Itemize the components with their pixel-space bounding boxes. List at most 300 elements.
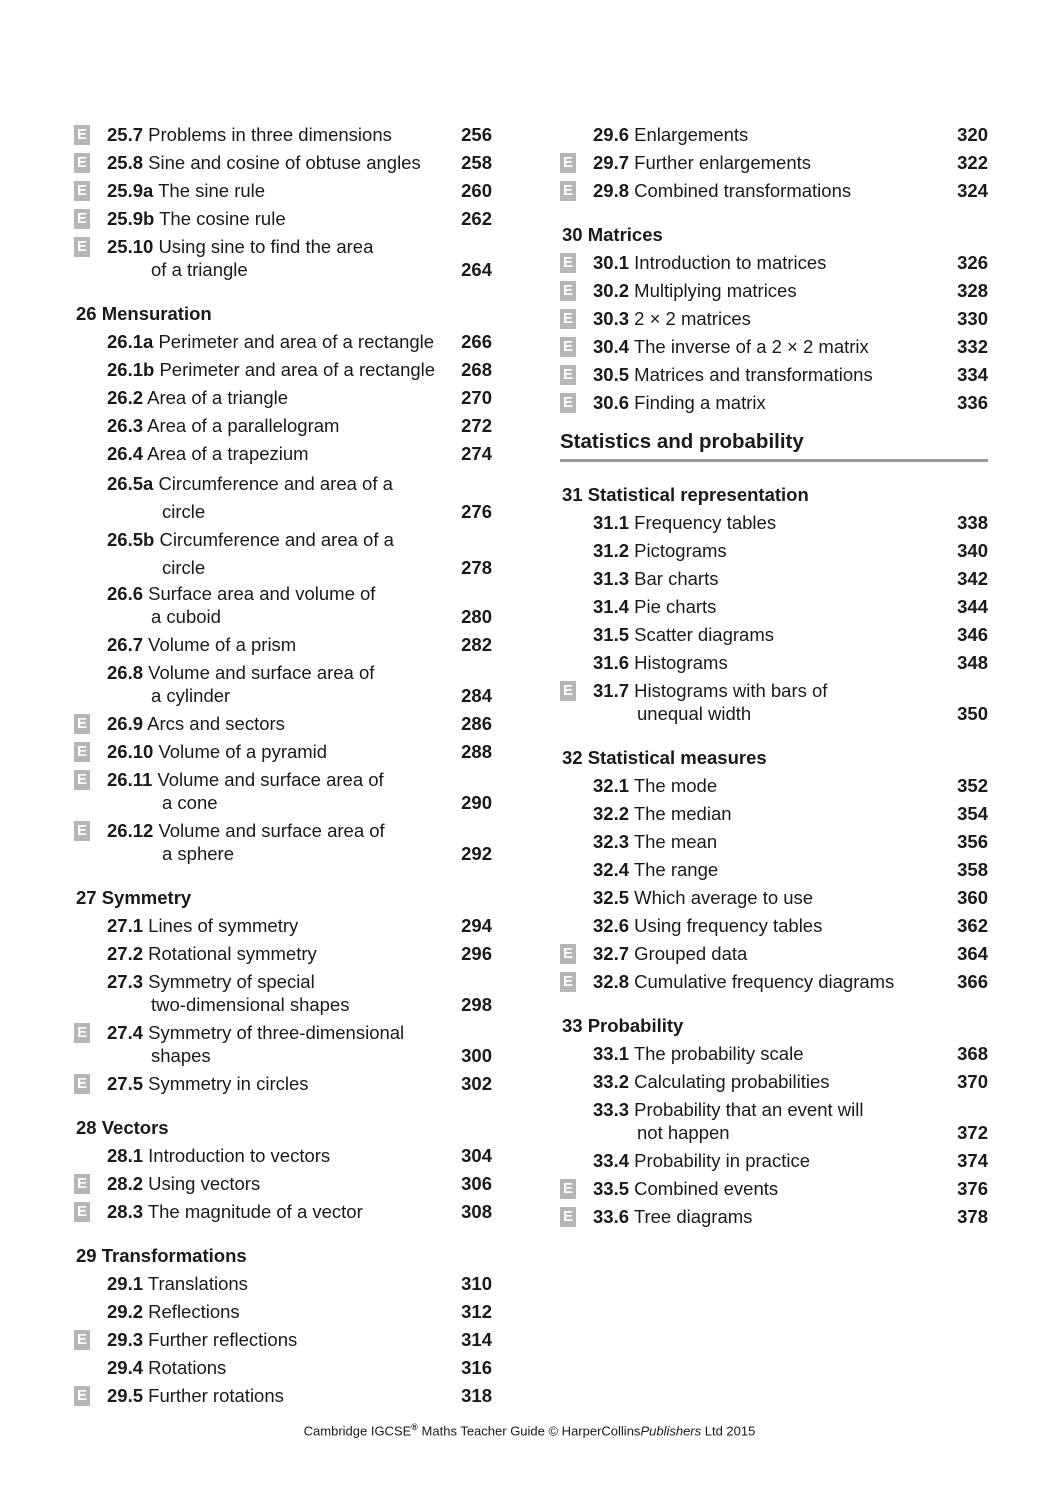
entry-number: 26.1b [107, 359, 155, 380]
entry-title: Scatter diagrams [634, 624, 774, 645]
entry-number: 32.3 [593, 831, 630, 852]
toc-entry [560, 623, 988, 646]
entry-page-number: 316 [461, 1357, 492, 1378]
toc-entry [74, 386, 492, 409]
entry-page-number: 304 [461, 1145, 492, 1166]
entry-number: 33.5 [593, 1178, 630, 1199]
entry-number: 32.4 [593, 859, 630, 880]
entry-number: 31.6 [593, 652, 630, 673]
toc-entry [74, 633, 492, 656]
toc-entry [74, 1200, 492, 1223]
entry-number: 30.3 [593, 308, 630, 329]
toc-entry [74, 470, 492, 526]
entry-number: 33.2 [593, 1071, 630, 1092]
toc-entry [560, 858, 988, 881]
extension-badge-icon: E [560, 309, 576, 329]
chapter-heading: 33 Probability [562, 1015, 684, 1036]
entry-page-number: 360 [957, 887, 988, 908]
entry-page-number: 356 [957, 831, 988, 852]
extension-badge-icon: E [560, 944, 576, 964]
entry-title: Symmetry in circles [148, 1073, 309, 1094]
entry-number: 28.1 [107, 1145, 144, 1166]
entry-title-continued: shapes [151, 1045, 211, 1066]
entry-number: 28.3 [107, 1201, 144, 1222]
entry-page-number: 362 [957, 915, 988, 936]
entry-page-number: 284 [461, 685, 492, 706]
entry-number: 26.6 [107, 583, 144, 604]
entry-number: 30.4 [593, 336, 630, 357]
entry-page-number: 268 [461, 359, 492, 380]
chapter-heading: 31 Statistical representation [562, 484, 809, 505]
entry-title: Area of a triangle [147, 387, 289, 408]
entry-title-continued: a cylinder [151, 685, 231, 706]
toc-entry [560, 886, 988, 909]
footer-text-middle: Maths Teacher Guide © HarperCollins [417, 1423, 641, 1439]
toc-entry [560, 1177, 988, 1200]
entry-number: 26.5b [107, 529, 155, 550]
entry-number: 29.5 [107, 1385, 144, 1406]
entry-title-continued: a cuboid [151, 606, 221, 627]
toc-entry [74, 151, 492, 174]
toc-entry [560, 802, 988, 825]
entry-page-number: 272 [461, 415, 492, 436]
extension-badge-icon: E [74, 1174, 90, 1194]
entry-number: 26.2 [107, 387, 144, 408]
entry-title: Further enlargements [634, 152, 812, 173]
entry-number: 26.5a [107, 473, 154, 494]
entry-page-number: 376 [957, 1178, 988, 1199]
entry-page-number: 364 [957, 943, 988, 964]
entry-page-number: 322 [957, 152, 988, 173]
entry-title: Probability that an event will [634, 1099, 864, 1120]
entry-number: 30.5 [593, 364, 630, 385]
extension-badge-icon: E [74, 770, 90, 790]
toc-entry [74, 1356, 492, 1379]
entry-page-number: 354 [957, 803, 988, 824]
extension-badge-icon: E [560, 253, 576, 273]
entry-title: Further rotations [148, 1385, 284, 1406]
entry-page-number: 264 [461, 259, 492, 280]
toc-entry [74, 914, 492, 937]
entry-number: 30.1 [593, 252, 630, 273]
entry-page-number: 358 [957, 859, 988, 880]
entry-number: 26.3 [107, 415, 144, 436]
entry-title: Area of a trapezium [147, 443, 309, 464]
entry-page-number: 262 [461, 208, 492, 229]
footer-text-italic: Publishers [640, 1423, 702, 1439]
toc-entry [74, 768, 492, 814]
chapter-heading: 32 Statistical measures [562, 747, 767, 768]
entry-page-number: 334 [957, 364, 988, 385]
entry-title: The probability scale [633, 1043, 804, 1064]
toc-entry [560, 970, 988, 993]
entry-number: 33.4 [593, 1150, 630, 1171]
entry-title: Volume and surface area of [148, 662, 375, 683]
toc-entry [74, 123, 492, 146]
toc-entry [560, 539, 988, 562]
entry-page-number: 300 [461, 1045, 492, 1066]
toc-entry [74, 330, 492, 353]
toc-entry [74, 712, 492, 735]
entry-title: The magnitude of a vector [147, 1201, 363, 1222]
entry-number: 28.2 [107, 1173, 144, 1194]
toc-entry [560, 774, 988, 797]
entry-title: Frequency tables [634, 512, 777, 533]
entry-title: Volume and surface area of [158, 820, 385, 841]
extension-badge-icon: E [74, 714, 90, 734]
entry-page-number: 278 [461, 557, 492, 578]
footer-text-suffix: Ltd 2015 [701, 1423, 756, 1439]
entry-page-number: 350 [957, 703, 988, 724]
toc-entry [74, 526, 492, 582]
entry-page-number: 338 [957, 512, 988, 533]
entry-number: 32.8 [593, 971, 630, 992]
entry-title: Perimeter and area of a rectangle [158, 331, 435, 352]
chapter-heading: 28 Vectors [76, 1117, 169, 1138]
entry-page-number: 342 [957, 568, 988, 589]
entry-page-number: 292 [461, 843, 492, 864]
entry-number: 25.10 [107, 236, 154, 257]
entry-number: 27.2 [107, 943, 144, 964]
entry-title: Cumulative frequency diagrams [634, 971, 895, 992]
entry-title: Problems in three dimensions [148, 124, 392, 145]
extension-badge-icon: E [560, 681, 576, 701]
entry-page-number: 366 [957, 971, 988, 992]
toc-entry [74, 442, 492, 465]
entry-number: 25.7 [107, 124, 144, 145]
entry-title: Rotational symmetry [148, 943, 317, 964]
entry-page-number: 258 [461, 152, 492, 173]
toc-entry [74, 1300, 492, 1323]
entry-title: Symmetry of special [148, 971, 315, 992]
entry-title: 2 × 2 matrices [634, 308, 751, 329]
entry-number: 26.4 [107, 443, 144, 464]
entry-title: Volume of a pyramid [158, 741, 328, 762]
toc-entry [560, 1098, 988, 1144]
entry-title: Probability in practice [634, 1150, 810, 1171]
extension-badge-icon: E [560, 281, 576, 301]
entry-title: Finding a matrix [634, 392, 766, 413]
entry-title: Combined events [634, 1178, 779, 1199]
entry-number: 26.10 [107, 741, 154, 762]
entry-page-number: 286 [461, 713, 492, 734]
entry-number: 30.2 [593, 280, 630, 301]
entry-number: 26.1a [107, 331, 154, 352]
entry-number: 27.4 [107, 1022, 144, 1043]
toc-entry [74, 942, 492, 965]
entry-number: 25.8 [107, 152, 144, 173]
entry-title-continued: circle [162, 557, 206, 578]
entry-title: Circumference and area of a [159, 529, 394, 550]
entry-page-number: 340 [957, 540, 988, 561]
entry-title: The inverse of a 2 × 2 matrix [633, 336, 869, 357]
extension-badge-icon: E [74, 1023, 90, 1043]
entry-page-number: 296 [461, 943, 492, 964]
extension-badge-icon: E [74, 821, 90, 841]
entry-number: 25.9a [107, 180, 154, 201]
toc-entry [560, 179, 988, 202]
extension-badge-icon: E [74, 237, 90, 257]
toc-entry [74, 414, 492, 437]
toc-entry [560, 595, 988, 618]
toc-entry [74, 970, 492, 1016]
entry-title: Perimeter and area of a rectangle [159, 359, 436, 380]
entry-page-number: 352 [957, 775, 988, 796]
entry-number: 26.11 [107, 769, 153, 790]
toc-entry [74, 1328, 492, 1351]
chapter-heading: 29 Transformations [76, 1245, 247, 1266]
toc-entry [560, 942, 988, 965]
toc-entry [74, 582, 492, 628]
entry-number: 32.2 [593, 803, 630, 824]
entry-title: Matrices and transformations [634, 364, 873, 385]
entry-page-number: 310 [461, 1273, 492, 1294]
entry-page-number: 302 [461, 1073, 492, 1094]
entry-page-number: 344 [957, 596, 988, 617]
extension-badge-icon: E [74, 742, 90, 762]
extension-badge-icon: E [74, 1202, 90, 1222]
entry-number: 27.1 [107, 915, 144, 936]
toc-entry [560, 363, 988, 386]
entry-title: The median [633, 803, 732, 824]
entry-title: Grouped data [634, 943, 748, 964]
entry-number: 33.1 [593, 1043, 630, 1064]
extension-badge-icon: E [560, 1179, 576, 1199]
entry-title: Area of a parallelogram [147, 415, 340, 436]
entry-title: Rotations [148, 1357, 227, 1378]
toc-entry [560, 1070, 988, 1093]
entry-title: The range [633, 859, 719, 880]
entry-page-number: 332 [957, 336, 988, 357]
toc-entry [560, 151, 988, 174]
entry-page-number: 328 [957, 280, 988, 301]
entry-title: The cosine rule [159, 208, 286, 229]
extension-badge-icon: E [560, 393, 576, 413]
entry-page-number: 270 [461, 387, 492, 408]
entry-number: 29.1 [107, 1273, 144, 1294]
entry-page-number: 336 [957, 392, 988, 413]
entry-number: 29.2 [107, 1301, 144, 1322]
extension-badge-icon: E [74, 1074, 90, 1094]
entry-number: 26.7 [107, 634, 144, 655]
entry-title: Sine and cosine of obtuse angles [148, 152, 421, 173]
entry-page-number: 298 [461, 994, 492, 1015]
toc-entry [74, 1144, 492, 1167]
entry-title-continued: not happen [637, 1122, 730, 1143]
entry-title: The mean [633, 831, 718, 852]
entry-number: 25.9b [107, 208, 155, 229]
toc-entry [74, 207, 492, 230]
entry-title: Histograms with bars of [634, 680, 828, 701]
extension-badge-icon: E [74, 153, 90, 173]
entry-page-number: 312 [461, 1301, 492, 1322]
entry-page-number: 368 [957, 1043, 988, 1064]
entry-page-number: 326 [957, 252, 988, 273]
entry-title: Introduction to matrices [634, 252, 827, 273]
entry-title: The sine rule [158, 180, 266, 201]
toc-right-column [560, 123, 988, 1233]
extension-badge-icon: E [74, 125, 90, 145]
entry-page-number: 280 [461, 606, 492, 627]
entry-page-number: 290 [461, 792, 492, 813]
entry-page-number: 374 [957, 1150, 988, 1171]
entry-page-number: 256 [461, 124, 492, 145]
footer-text-prefix: Cambridge IGCSE [303, 1423, 412, 1439]
entry-title: Lines of symmetry [148, 915, 299, 936]
entry-number: 32.6 [593, 915, 630, 936]
entry-page-number: 306 [461, 1173, 492, 1194]
entry-page-number: 308 [461, 1201, 492, 1222]
entry-title-continued: a sphere [162, 843, 234, 864]
entry-number: 29.4 [107, 1357, 144, 1378]
entry-number: 31.3 [593, 568, 630, 589]
toc-entry [560, 511, 988, 534]
entry-title: Arcs and sectors [147, 713, 285, 734]
toc-entry [74, 1172, 492, 1195]
chapter-heading: 30 Matrices [562, 224, 663, 245]
entry-number: 31.4 [593, 596, 630, 617]
entry-title: Volume and surface area of [157, 769, 384, 790]
entry-number: 26.12 [107, 820, 154, 841]
entry-title: Combined transformations [634, 180, 852, 201]
entry-title: Multiplying matrices [634, 280, 797, 301]
entry-page-number: 378 [957, 1206, 988, 1227]
toc-entry [74, 179, 492, 202]
toc-left-column [74, 123, 492, 1412]
entry-number: 27.3 [107, 971, 144, 992]
entry-page-number: 274 [461, 443, 492, 464]
entry-title: Calculating probabilities [634, 1071, 830, 1092]
chapter-heading: 27 Symmetry [76, 887, 192, 908]
extension-badge-icon: E [74, 1386, 90, 1406]
entry-number: 30.6 [593, 392, 630, 413]
entry-page-number: 324 [957, 180, 988, 201]
toc-entry [74, 1272, 492, 1295]
entry-number: 32.1 [593, 775, 630, 796]
toc-entry [560, 914, 988, 937]
entry-number: 29.6 [593, 124, 630, 145]
extension-badge-icon: E [74, 181, 90, 201]
entry-title: Pie charts [634, 596, 717, 617]
entry-title: Symmetry of three-dimensional [148, 1022, 405, 1043]
entry-number: 26.9 [107, 713, 144, 734]
entry-title: Further reflections [148, 1329, 298, 1350]
entry-title: Tree diagrams [633, 1206, 753, 1227]
entry-title: Surface area and volume of [148, 583, 376, 604]
toc-entry [560, 1042, 988, 1065]
entry-title-continued: a cone [162, 792, 218, 813]
entry-title-continued: of a triangle [151, 259, 248, 280]
toc-entry [74, 358, 492, 381]
entry-title: The mode [633, 775, 718, 796]
entry-title: Pictograms [634, 540, 727, 561]
toc-entry [560, 830, 988, 853]
toc-entry [560, 123, 988, 146]
toc-entry [74, 1021, 492, 1067]
entry-page-number: 330 [957, 308, 988, 329]
toc-entry [560, 335, 988, 358]
entry-title: Histograms [634, 652, 728, 673]
chapter-heading: 26 Mensuration [76, 303, 212, 324]
toc-entry [560, 679, 988, 725]
entry-title: Bar charts [634, 568, 719, 589]
toc-entry [560, 567, 988, 590]
entry-page-number: 294 [461, 915, 492, 936]
entry-page-number: 276 [461, 501, 492, 522]
entry-page-number: 318 [461, 1385, 492, 1406]
entry-page-number: 314 [461, 1329, 492, 1350]
entry-page-number: 320 [957, 124, 988, 145]
toc-entry [560, 251, 988, 274]
entry-number: 31.2 [593, 540, 630, 561]
entry-number: 31.7 [593, 680, 630, 701]
page-footer [0, 1422, 1059, 1438]
extension-badge-icon: E [560, 337, 576, 357]
entry-number: 29.3 [107, 1329, 144, 1350]
entry-page-number: 282 [461, 634, 492, 655]
entry-number: 29.7 [593, 152, 630, 173]
toc-entry [74, 235, 492, 281]
toc-entry [560, 651, 988, 674]
toc-entry [74, 661, 492, 707]
entry-title: Reflections [148, 1301, 240, 1322]
extension-badge-icon: E [74, 1330, 90, 1350]
section-heading: Statistics and probability [560, 430, 988, 462]
entry-title: Which average to use [634, 887, 814, 908]
entry-page-number: 370 [957, 1071, 988, 1092]
entry-number: 26.8 [107, 662, 144, 683]
entry-title: Using frequency tables [634, 915, 823, 936]
extension-badge-icon: E [560, 181, 576, 201]
entry-number: 32.5 [593, 887, 630, 908]
extension-badge-icon: E [560, 153, 576, 173]
toc-entry [74, 1072, 492, 1095]
entry-title-continued: circle [162, 501, 206, 522]
entry-number: 33.3 [593, 1099, 630, 1120]
entry-page-number: 288 [461, 741, 492, 762]
footer-registered-mark: ® [411, 1422, 418, 1432]
entry-title: Circumference and area of a [158, 473, 393, 494]
entry-page-number: 260 [461, 180, 492, 201]
entry-title: Enlargements [634, 124, 749, 145]
toc-entry [560, 1149, 988, 1172]
toc-entry [74, 1384, 492, 1407]
toc-entry [560, 307, 988, 330]
extension-badge-icon: E [560, 972, 576, 992]
toc-entry [560, 391, 988, 414]
toc-entry [560, 279, 988, 302]
entry-number: 27.5 [107, 1073, 144, 1094]
entry-page-number: 346 [957, 624, 988, 645]
extension-badge-icon: E [74, 209, 90, 229]
entry-page-number: 348 [957, 652, 988, 673]
extension-badge-icon: E [560, 365, 576, 385]
entry-title: Volume of a prism [148, 634, 297, 655]
entry-number: 31.5 [593, 624, 630, 645]
toc-entry [74, 740, 492, 763]
entry-page-number: 266 [461, 331, 492, 352]
entry-page-number: 372 [957, 1122, 988, 1143]
toc-entry [560, 1205, 988, 1228]
entry-number: 29.8 [593, 180, 630, 201]
entry-title-continued: unequal width [637, 703, 752, 724]
entry-number: 33.6 [593, 1206, 630, 1227]
entry-title: Introduction to vectors [148, 1145, 331, 1166]
entry-number: 32.7 [593, 943, 630, 964]
entry-title: Translations [147, 1273, 248, 1294]
extension-badge-icon: E [560, 1207, 576, 1227]
entry-title-continued: two-dimensional shapes [151, 994, 350, 1015]
